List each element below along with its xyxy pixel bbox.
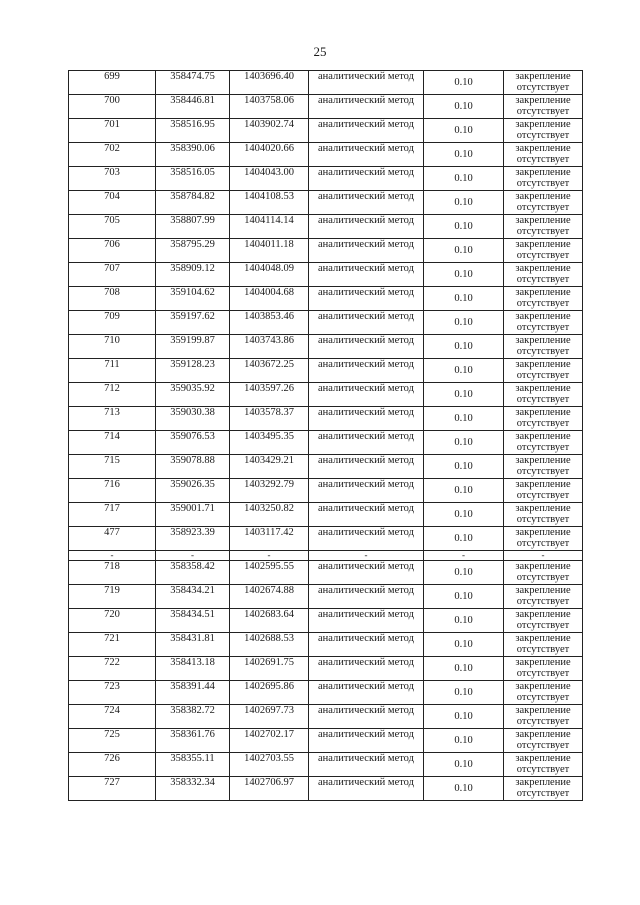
method-cell: аналитический метод [309, 383, 424, 407]
method-cell: аналитический метод [309, 585, 424, 609]
y-coordinate-cell: 1403672.25 [230, 359, 309, 383]
x-coordinate-cell: 358361.76 [156, 729, 230, 753]
fixation-cell: закрепление отсутствует [504, 71, 583, 95]
fixation-cell: закрепление отсутствует [504, 633, 583, 657]
table-row [69, 609, 583, 633]
point-number-cell: 710 [69, 335, 156, 359]
fixation-cell: закрепление отсутствует [504, 287, 583, 311]
accuracy-cell: 0.10 [424, 335, 504, 359]
method-cell: аналитический метод [309, 503, 424, 527]
table-row [69, 119, 583, 143]
x-coordinate-cell: 359035.92 [156, 383, 230, 407]
y-coordinate-cell: 1402702.17 [230, 729, 309, 753]
y-coordinate-cell: 1404114.14 [230, 215, 309, 239]
accuracy-cell: 0.10 [424, 561, 504, 585]
x-coordinate-cell: 359199.87 [156, 335, 230, 359]
x-coordinate-cell: 358807.99 [156, 215, 230, 239]
method-cell: аналитический метод [309, 263, 424, 287]
x-coordinate-cell: 358474.75 [156, 71, 230, 95]
x-coordinate-cell: 359001.71 [156, 503, 230, 527]
point-number-cell: 706 [69, 239, 156, 263]
fixation-cell: закрепление отсутствует [504, 527, 583, 551]
point-number-cell: 711 [69, 359, 156, 383]
point-number-cell: 705 [69, 215, 156, 239]
y-coordinate-cell: 1404108.53 [230, 191, 309, 215]
accuracy-cell: 0.10 [424, 239, 504, 263]
accuracy-cell: 0.10 [424, 503, 504, 527]
accuracy-cell: 0.10 [424, 479, 504, 503]
point-number-cell: 704 [69, 191, 156, 215]
point-number-cell: 712 [69, 383, 156, 407]
method-cell: аналитический метод [309, 287, 424, 311]
point-number-cell: 722 [69, 657, 156, 681]
method-cell: аналитический метод [309, 215, 424, 239]
method-cell: аналитический метод [309, 431, 424, 455]
y-coordinate-cell: 1403250.82 [230, 503, 309, 527]
table-row [69, 777, 583, 801]
accuracy-cell: 0.10 [424, 119, 504, 143]
x-coordinate-cell: 359078.88 [156, 455, 230, 479]
accuracy-cell: 0.10 [424, 753, 504, 777]
x-coordinate-cell: 358434.21 [156, 585, 230, 609]
y-coordinate-cell: 1403758.06 [230, 95, 309, 119]
method-cell: аналитический метод [309, 143, 424, 167]
x-coordinate-cell: 358431.81 [156, 633, 230, 657]
point-number-cell: 713 [69, 407, 156, 431]
x-coordinate-cell: 359128.23 [156, 359, 230, 383]
accuracy-cell: 0.10 [424, 455, 504, 479]
accuracy-cell: 0.10 [424, 633, 504, 657]
y-coordinate-cell: 1402703.55 [230, 753, 309, 777]
y-coordinate-cell: 1403117.42 [230, 527, 309, 551]
coordinates-table-body [69, 71, 583, 801]
point-number-cell: 716 [69, 479, 156, 503]
accuracy-cell: 0.10 [424, 681, 504, 705]
accuracy-cell: 0.10 [424, 527, 504, 551]
fixation-cell: закрепление отсутствует [504, 215, 583, 239]
method-cell: аналитический метод [309, 681, 424, 705]
table-row [69, 335, 583, 359]
point-number-cell: 724 [69, 705, 156, 729]
fixation-cell: закрепление отсутствует [504, 335, 583, 359]
fixation-cell: закрепление отсутствует [504, 479, 583, 503]
y-coordinate-cell: 1404020.66 [230, 143, 309, 167]
separator-row [69, 551, 583, 561]
table-row [69, 455, 583, 479]
table-row [69, 191, 583, 215]
accuracy-cell: 0.10 [424, 287, 504, 311]
point-number-cell: 701 [69, 119, 156, 143]
x-coordinate-cell: - [156, 551, 230, 561]
table-row [69, 753, 583, 777]
y-coordinate-cell: 1403495.35 [230, 431, 309, 455]
y-coordinate-cell: 1403743.86 [230, 335, 309, 359]
fixation-cell: закрепление отсутствует [504, 191, 583, 215]
accuracy-cell: 0.10 [424, 95, 504, 119]
table-row [69, 561, 583, 585]
point-number-cell: 720 [69, 609, 156, 633]
table-row [69, 287, 583, 311]
fixation-cell: закрепление отсутствует [504, 167, 583, 191]
accuracy-cell: 0.10 [424, 729, 504, 753]
coordinates-table [68, 70, 583, 801]
x-coordinate-cell: 358390.06 [156, 143, 230, 167]
x-coordinate-cell: 358795.29 [156, 239, 230, 263]
x-coordinate-cell: 358434.51 [156, 609, 230, 633]
method-cell: аналитический метод [309, 95, 424, 119]
fixation-cell: закрепление отсутствует [504, 455, 583, 479]
table-row [69, 681, 583, 705]
method-cell: аналитический метод [309, 71, 424, 95]
accuracy-cell: 0.10 [424, 311, 504, 335]
table-row [69, 239, 583, 263]
fixation-cell: закрепление отсутствует [504, 503, 583, 527]
y-coordinate-cell: 1402683.64 [230, 609, 309, 633]
table-row [69, 479, 583, 503]
method-cell: аналитический метод [309, 311, 424, 335]
method-cell: аналитический метод [309, 359, 424, 383]
point-number-cell: 707 [69, 263, 156, 287]
method-cell: аналитический метод [309, 777, 424, 801]
y-coordinate-cell: 1403597.26 [230, 383, 309, 407]
point-number-cell: 717 [69, 503, 156, 527]
table-row [69, 143, 583, 167]
fixation-cell: закрепление отсутствует [504, 585, 583, 609]
fixation-cell: закрепление отсутствует [504, 119, 583, 143]
x-coordinate-cell: 358516.05 [156, 167, 230, 191]
x-coordinate-cell: 359104.62 [156, 287, 230, 311]
accuracy-cell: 0.10 [424, 71, 504, 95]
accuracy-cell: 0.10 [424, 215, 504, 239]
y-coordinate-cell: 1403696.40 [230, 71, 309, 95]
table-row [69, 167, 583, 191]
method-cell: аналитический метод [309, 335, 424, 359]
table-row [69, 263, 583, 287]
accuracy-cell: 0.10 [424, 407, 504, 431]
accuracy-cell: 0.10 [424, 657, 504, 681]
x-coordinate-cell: 359030.38 [156, 407, 230, 431]
point-number-cell: 700 [69, 95, 156, 119]
method-cell: аналитический метод [309, 609, 424, 633]
point-number-cell: 721 [69, 633, 156, 657]
y-coordinate-cell: 1402691.75 [230, 657, 309, 681]
accuracy-cell: 0.10 [424, 609, 504, 633]
table-row [69, 71, 583, 95]
table-row [69, 95, 583, 119]
y-coordinate-cell: 1402688.53 [230, 633, 309, 657]
accuracy-cell: 0.10 [424, 191, 504, 215]
fixation-cell: закрепление отсутствует [504, 143, 583, 167]
accuracy-cell: 0.10 [424, 431, 504, 455]
fixation-cell: закрепление отсутствует [504, 777, 583, 801]
point-number-cell: - [69, 551, 156, 561]
x-coordinate-cell: 358358.42 [156, 561, 230, 585]
accuracy-cell: 0.10 [424, 263, 504, 287]
x-coordinate-cell: 359197.62 [156, 311, 230, 335]
method-cell: аналитический метод [309, 191, 424, 215]
accuracy-cell: 0.10 [424, 585, 504, 609]
y-coordinate-cell: 1402595.55 [230, 561, 309, 585]
x-coordinate-cell: 358784.82 [156, 191, 230, 215]
method-cell: аналитический метод [309, 657, 424, 681]
accuracy-cell: 0.10 [424, 383, 504, 407]
table-row [69, 705, 583, 729]
table-row [69, 585, 583, 609]
method-cell: аналитический метод [309, 455, 424, 479]
fixation-cell: закрепление отсутствует [504, 657, 583, 681]
fixation-cell: закрепление отсутствует [504, 239, 583, 263]
method-cell: аналитический метод [309, 119, 424, 143]
y-coordinate-cell: 1403853.46 [230, 311, 309, 335]
method-cell: аналитический метод [309, 705, 424, 729]
method-cell: аналитический метод [309, 407, 424, 431]
accuracy-cell: 0.10 [424, 167, 504, 191]
fixation-cell: закрепление отсутствует [504, 705, 583, 729]
method-cell: аналитический метод [309, 479, 424, 503]
table-row [69, 215, 583, 239]
point-number-cell: 723 [69, 681, 156, 705]
point-number-cell: 718 [69, 561, 156, 585]
accuracy-cell: 0.10 [424, 777, 504, 801]
table-row [69, 657, 583, 681]
y-coordinate-cell: - [230, 551, 309, 561]
fixation-cell: закрепление отсутствует [504, 359, 583, 383]
x-coordinate-cell: 359026.35 [156, 479, 230, 503]
x-coordinate-cell: 358413.18 [156, 657, 230, 681]
y-coordinate-cell: 1402697.73 [230, 705, 309, 729]
method-cell: аналитический метод [309, 753, 424, 777]
fixation-cell: закрепление отсутствует [504, 431, 583, 455]
y-coordinate-cell: 1404004.68 [230, 287, 309, 311]
method-cell: аналитический метод [309, 633, 424, 657]
table-row [69, 503, 583, 527]
accuracy-cell: - [424, 551, 504, 561]
method-cell: аналитический метод [309, 167, 424, 191]
y-coordinate-cell: 1402706.97 [230, 777, 309, 801]
x-coordinate-cell: 358909.12 [156, 263, 230, 287]
point-number-cell: 725 [69, 729, 156, 753]
table-row [69, 431, 583, 455]
fixation-cell: закрепление отсутствует [504, 681, 583, 705]
y-coordinate-cell: 1402674.88 [230, 585, 309, 609]
fixation-cell: закрепление отсутствует [504, 561, 583, 585]
y-coordinate-cell: 1403292.79 [230, 479, 309, 503]
table-row [69, 527, 583, 551]
y-coordinate-cell: 1403902.74 [230, 119, 309, 143]
table-row [69, 359, 583, 383]
fixation-cell: закрепление отсутствует [504, 729, 583, 753]
table-row [69, 311, 583, 335]
table-row [69, 383, 583, 407]
point-number-cell: 703 [69, 167, 156, 191]
table-row [69, 633, 583, 657]
fixation-cell: закрепление отсутствует [504, 753, 583, 777]
point-number-cell: 715 [69, 455, 156, 479]
accuracy-cell: 0.10 [424, 359, 504, 383]
x-coordinate-cell: 358382.72 [156, 705, 230, 729]
x-coordinate-cell: 358446.81 [156, 95, 230, 119]
method-cell: аналитический метод [309, 729, 424, 753]
fixation-cell: - [504, 551, 583, 561]
point-number-cell: 709 [69, 311, 156, 335]
table-row [69, 729, 583, 753]
point-number-cell: 719 [69, 585, 156, 609]
point-number-cell: 726 [69, 753, 156, 777]
y-coordinate-cell: 1402695.86 [230, 681, 309, 705]
fixation-cell: закрепление отсутствует [504, 263, 583, 287]
point-number-cell: 702 [69, 143, 156, 167]
fixation-cell: закрепление отсутствует [504, 95, 583, 119]
method-cell: аналитический метод [309, 239, 424, 263]
point-number-cell: 727 [69, 777, 156, 801]
point-number-cell: 477 [69, 527, 156, 551]
point-number-cell: 708 [69, 287, 156, 311]
page-number: 25 [313, 44, 327, 59]
fixation-cell: закрепление отсутствует [504, 311, 583, 335]
accuracy-cell: 0.10 [424, 705, 504, 729]
y-coordinate-cell: 1404048.09 [230, 263, 309, 287]
table-row [69, 407, 583, 431]
method-cell: аналитический метод [309, 527, 424, 551]
method-cell: - [309, 551, 424, 561]
x-coordinate-cell: 358516.95 [156, 119, 230, 143]
y-coordinate-cell: 1404043.00 [230, 167, 309, 191]
x-coordinate-cell: 358332.34 [156, 777, 230, 801]
x-coordinate-cell: 359076.53 [156, 431, 230, 455]
fixation-cell: закрепление отсутствует [504, 609, 583, 633]
point-number-cell: 714 [69, 431, 156, 455]
x-coordinate-cell: 358391.44 [156, 681, 230, 705]
y-coordinate-cell: 1404011.18 [230, 239, 309, 263]
y-coordinate-cell: 1403578.37 [230, 407, 309, 431]
fixation-cell: закрепление отсутствует [504, 407, 583, 431]
x-coordinate-cell: 358355.11 [156, 753, 230, 777]
point-number-cell: 699 [69, 71, 156, 95]
x-coordinate-cell: 358923.39 [156, 527, 230, 551]
accuracy-cell: 0.10 [424, 143, 504, 167]
y-coordinate-cell: 1403429.21 [230, 455, 309, 479]
method-cell: аналитический метод [309, 561, 424, 585]
fixation-cell: закрепление отсутствует [504, 383, 583, 407]
